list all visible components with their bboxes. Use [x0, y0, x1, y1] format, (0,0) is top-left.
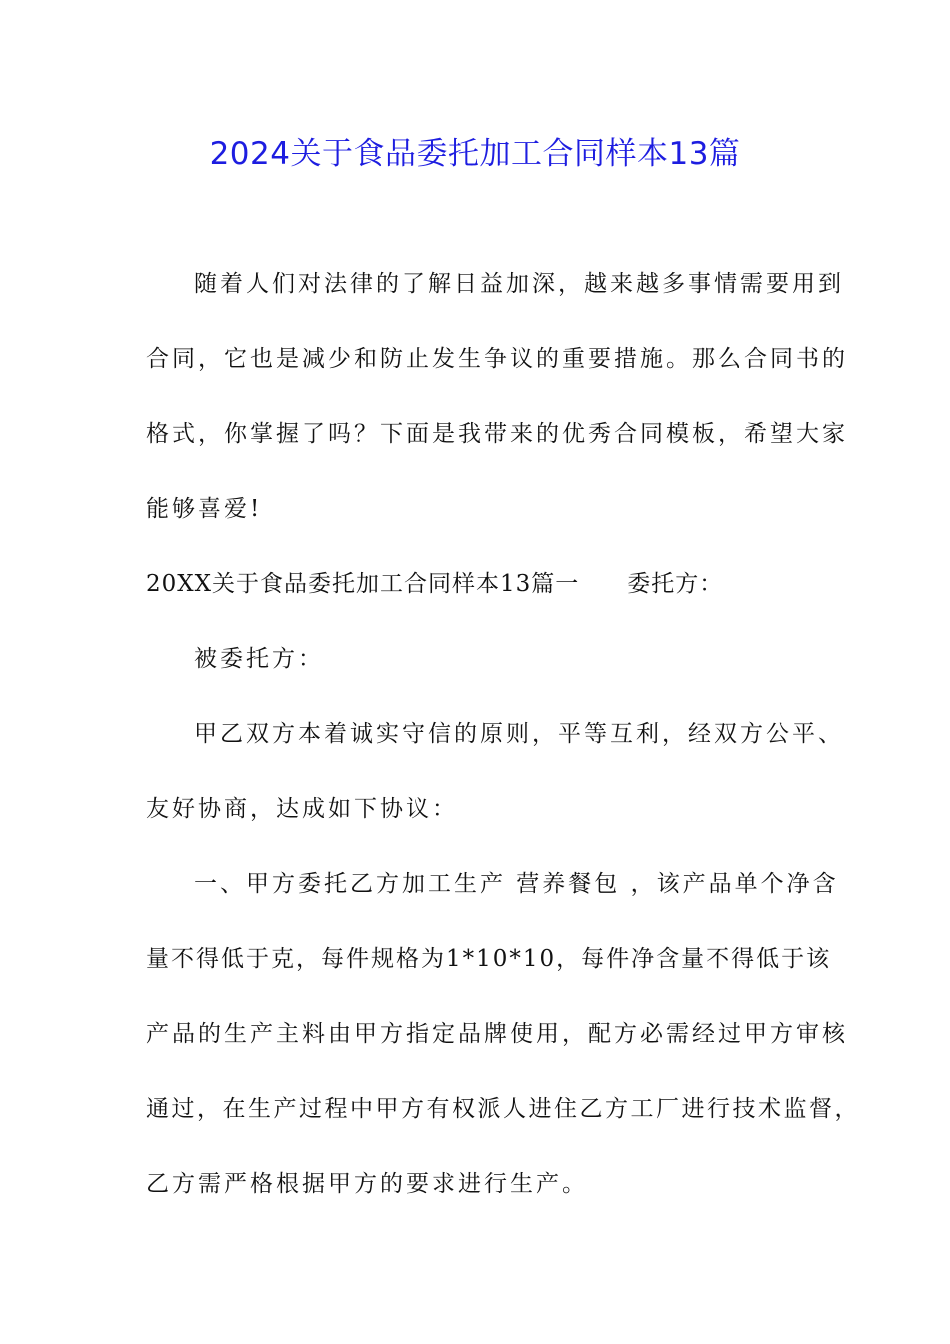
- section-heading-line: 20XX关于食品委托加工合同样本13篇一 委托方：: [146, 571, 724, 597]
- paragraph-line: 随着人们对法律的了解日益加深，越来越多事情需要用到: [194, 271, 844, 297]
- paragraph-line: 产品的生产主料由甲方指定品牌使用，配方必需经过甲方审核: [146, 1021, 848, 1047]
- paragraph-line: 乙方需严格根据甲方的要求进行生产。: [146, 1171, 588, 1197]
- paragraph-line: 合同，它也是减少和防止发生争议的重要措施。那么合同书的: [146, 346, 848, 372]
- paragraph-line: 格式，你掌握了吗？下面是我带来的优秀合同模板，希望大家: [146, 421, 848, 447]
- paragraph-line: 通过，在生产过程中甲方有权派人进住乙方工厂进行技术监督，: [146, 1096, 860, 1122]
- paragraph-line: 甲乙双方本着诚实守信的原则，平等互利，经双方公平、: [194, 721, 844, 747]
- paragraph-line: 能够喜爱!: [146, 496, 263, 522]
- paragraph-line: 友好协商，达成如下协议：: [146, 796, 458, 822]
- paragraph-line: 量不得低于克，每件规格为1*10*10，每件净含量不得低于该: [146, 946, 832, 972]
- paragraph-line: 被委托方：: [194, 646, 324, 672]
- paragraph-line: 一、甲方委托乙方加工生产 营养餐包 ，该产品单个净含: [194, 871, 839, 897]
- document-title: 2024关于食品委托加工合同样本13篇: [209, 136, 741, 172]
